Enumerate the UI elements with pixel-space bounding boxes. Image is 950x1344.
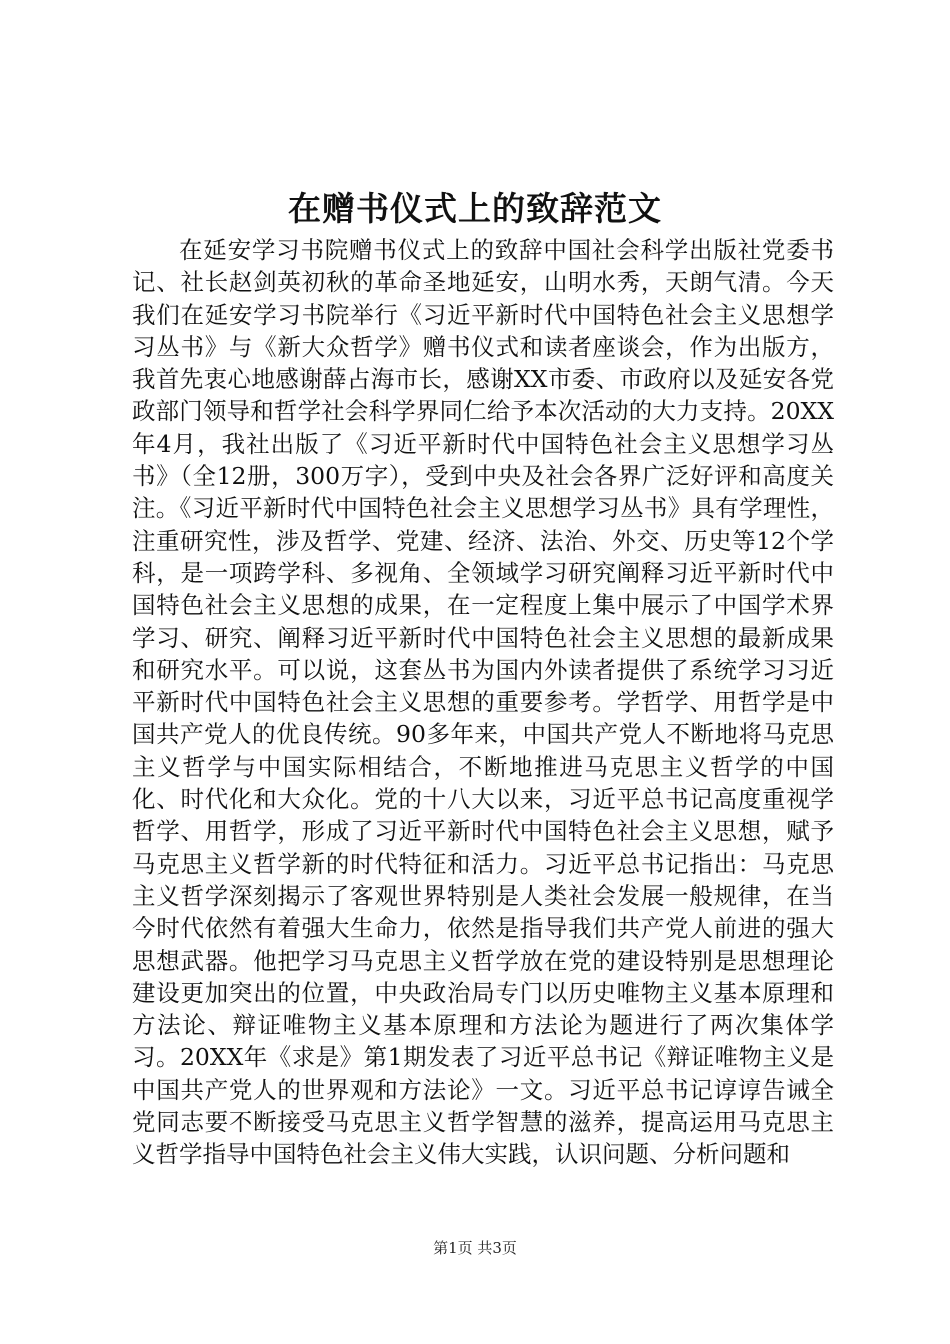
page-number-footer: 第1页 共3页 [433, 1239, 517, 1257]
document-title: 在赠书仪式上的致辞范文 [288, 189, 662, 228]
document-body-paragraph: 在延安学习书院赠书仪式上的致辞中国社会科学出版社党委书记、社长赵剑英初秋的革命圣地延安，山明水秀，天朗气清。今天我们在延安学习书院举行《习近平新时代中国特色社会主义思想学习丛书》与《新大众哲学》赠书仪式和读者座谈会，作为出版方，我首先衷心地感谢薛占海市长，感谢XX市委、市政府以及延安各党政部门领导和哲学社会科学界同仁给予本次活动的大力支持。20XX年4月，我社出版了《习近平新时代中国特色社会主义思想学习丛书》（全12册，300万字），受到中央及社会各界广泛好评和高度关注。《习近平新时代中国特色社会主义思想学习丛书》具有学理性，注重研究性，涉及哲学、党建、经济、法治、外交、历史等12个学科，是一项跨学科、多视角、全领域学习研究阐释习近平新时代中国特色社会主义思想的成果，在一定程度上集中展示了中国学术界学习、研究、阐释习近平新时代中国特色社会主义思想的最新成果和研究水平。可以说，这套丛书为国内外读者提供了系统学习习近平新时代中国特色社会主义思想的重要参考。学哲学、用哲学是中国共产党人的优良传统。90多年来，中国共产党人不断地将马克思主义哲学与中国实际相结合，不断地推进马克思主义哲学的中国化、时代化和大众化。党的十八大以来，习近平总书记高度重视学哲学、用哲学，形成了习近平新时代中国特色社会主义思想，赋予马克思主义哲学新的时代特征和活力。习近平总书记指出：马克思主义哲学深刻揭示了客观世界特别是人类社会发展一般规律，在当今时代依然有着强大生命力，依然是指导我们共产党人前进的强大思想武器。他把学习马克思主义哲学放在党的建设特别是思想理论建设更加突出的位置，中央政治局专门以历史唯物主义基本原理和方法论、辩证唯物主义基本原理和方法论为题进行了两次集体学习。20XX年《求是》第1期发表了习近平总书记《辩证唯物主义是中国共产党人的世界观和方法论》一文。习近平总书记谆谆告诫全党同志要不断接受马克思主义哲学智慧的滋养，提高运用马克思主义哲学指导中国特色社会主义伟大实践，认识问题、分析问题和 [132, 236, 834, 1169]
